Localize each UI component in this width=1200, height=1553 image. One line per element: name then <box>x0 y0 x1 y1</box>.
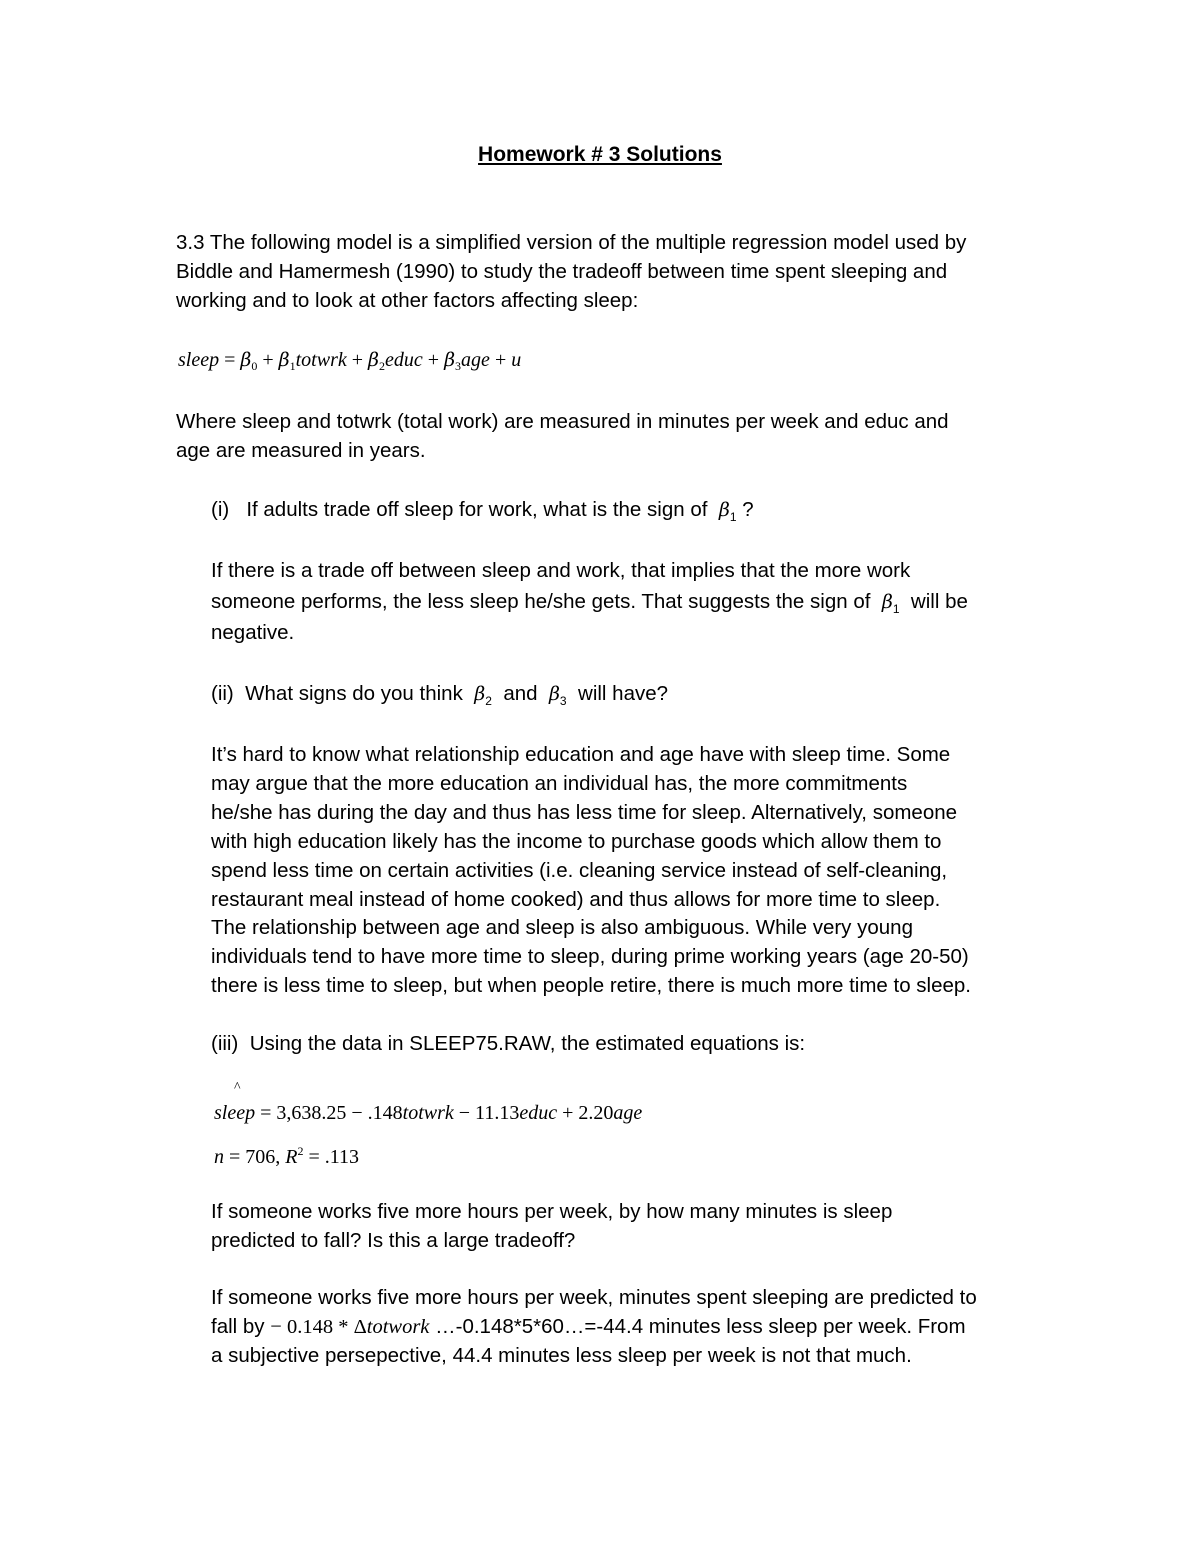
answer-ii-line-8: individuals tend to have more time to sleep, during prime working years (age 20-50) <box>211 945 969 968</box>
answer-iii-line-2: fall by − 0.148 * Δtotwork …-0.148*5*60…=-44.4 minutes less sleep per week. From <box>211 1315 966 1338</box>
question-iii-line-1: If someone works five more hours per week, by how many minutes is sleep <box>211 1200 893 1223</box>
answer-iii-line-3: a subjective persepective, 44.4 minutes less sleep per week is not that much. <box>211 1344 912 1367</box>
estimation-stats: n = 706, $R^2 = .113$ <box>214 1144 360 1168</box>
answer-ii-line-2: may argue that the more education an individual has, the more commitments <box>211 772 908 795</box>
answer-i-line-2: someone performs, the less sleep he/she gets. That suggests the sign of $\beta_1$ will be <box>211 590 968 617</box>
question-ii: (ii) What signs do you think $\beta_2$ and $\beta_3$ will have? <box>211 682 669 709</box>
answer-ii-line-9: there is less time to sleep, but when people retire, there is much more time to sleep. <box>211 974 972 997</box>
answer-ii-line-3: he/she has during the day and thus has less time for sleep. Alternatively, someone <box>211 801 958 824</box>
model-equation: sleep = $\beta_0$ + $\beta_1totwrk$ + $\beta_2educ + \beta_3age + u$ <box>178 349 522 373</box>
intro-line-1: 3.3 The following model is a simplified version of the multiple regression model used by <box>176 231 967 254</box>
page-title: Homework # 3 Solutions <box>478 143 722 166</box>
where-line-1: Where sleep and totwrk (total work) are measured in minutes per week and educ and <box>176 410 949 433</box>
hat-mark: ^ <box>234 1080 241 1095</box>
intro-line-3: working and to look at other factors affecting sleep: <box>176 289 639 312</box>
answer-iii-line-1: If someone works five more hours per week, minutes spent sleeping are predicted to <box>211 1286 977 1309</box>
estimated-equation: sleep = 3,638.25 − .148totwrk − 11.13educ + 2.20age <box>214 1102 643 1124</box>
answer-ii-line-7: The relationship between age and sleep is also ambiguous. While very young <box>211 916 913 939</box>
answer-ii-line-6: restaurant meal instead of home cooked) and thus allows for more time to sleep. <box>211 888 941 911</box>
intro-line-2: Biddle and Hamermesh (1990) to study the tradeoff between time spent sleeping and <box>176 260 948 283</box>
answer-ii-line-1: It’s hard to know what relationship education and age have with sleep time. Some <box>211 743 951 766</box>
question-iii: (iii) Using the data in SLEEP75.RAW, the estimated equations is: <box>211 1032 806 1055</box>
where-line-2: age are measured in years. <box>176 439 426 462</box>
answer-ii-line-5: spend less time on certain activities (i.e. cleaning service instead of self-cleaning, <box>211 859 948 882</box>
answer-ii-line-4: with high education likely has the income to purchase goods which allow them to <box>211 830 942 853</box>
question-iii-line-2: predicted to fall? Is this a large tradeoff? <box>211 1229 576 1252</box>
answer-i-line-3: negative. <box>211 621 295 644</box>
answer-i-line-1: If there is a trade off between sleep and work, that implies that the more work <box>211 559 911 582</box>
question-i: (i) If adults trade off sleep for work, what is the sign of $\beta_1$ ? <box>211 498 754 525</box>
